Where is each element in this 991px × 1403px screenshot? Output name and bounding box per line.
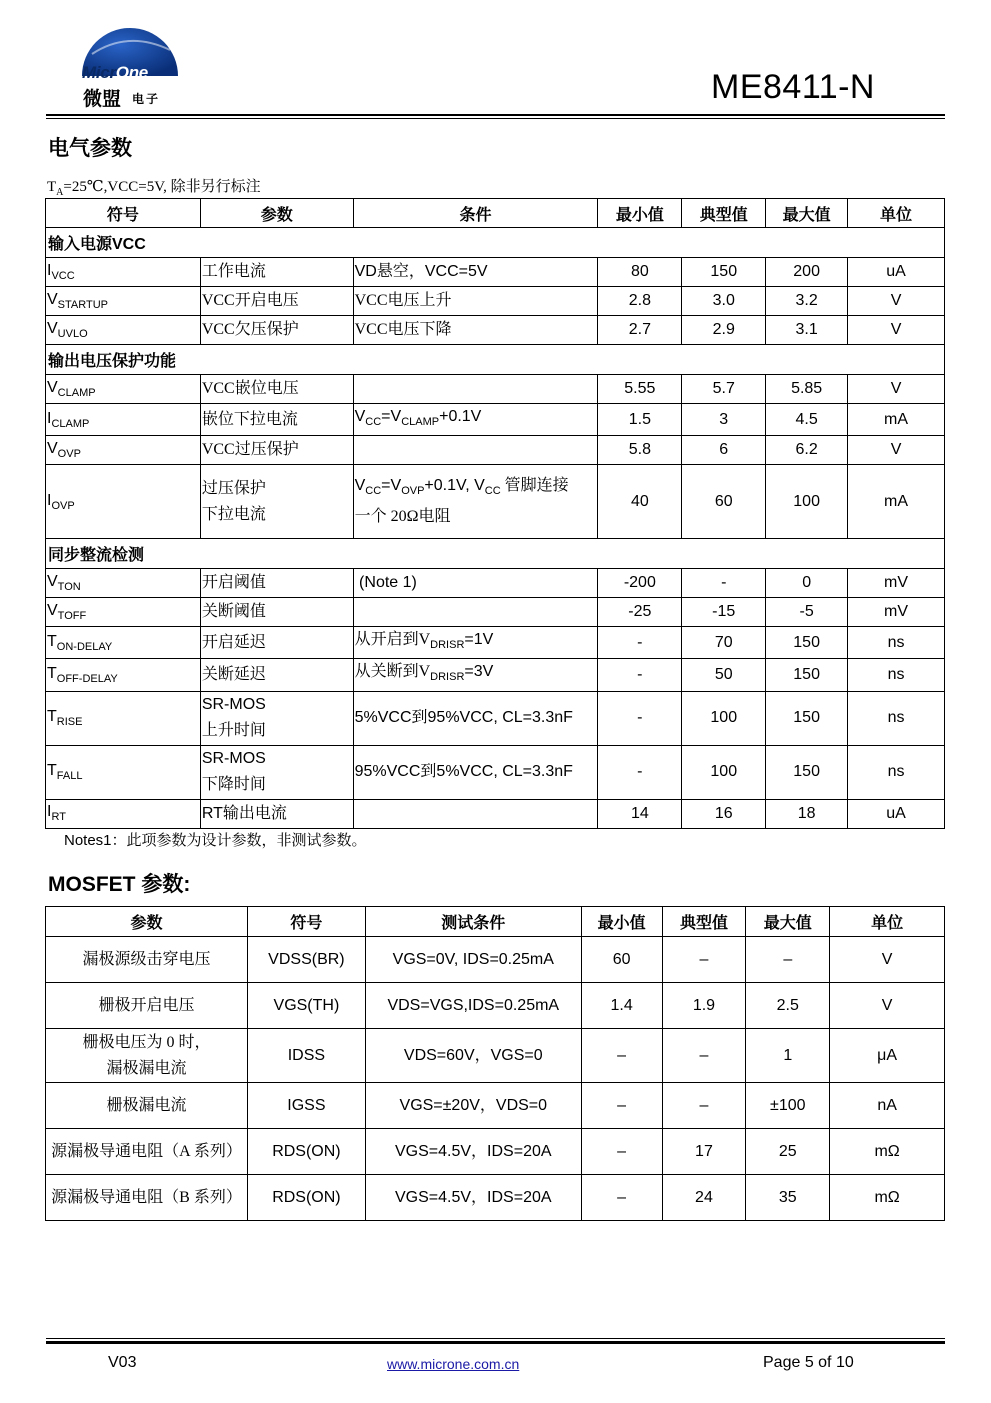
- max-cell: 150: [766, 659, 848, 691]
- param-cell: SR-MOS 上升时间: [200, 691, 353, 745]
- unit-cell: mΩ: [830, 1175, 945, 1221]
- condition-cell: VCC电压上升: [353, 287, 598, 316]
- unit-cell: mΩ: [830, 1129, 945, 1175]
- table-header-row: [46, 907, 945, 937]
- unit-cell: nA: [830, 1083, 945, 1129]
- unit-cell: mV: [848, 569, 945, 598]
- table-header-row: [46, 199, 945, 228]
- footer-website-link[interactable]: www.microne.com.cn: [387, 1356, 520, 1372]
- col-header: 最大值: [766, 199, 848, 228]
- max-cell: –: [746, 937, 830, 983]
- symbol-cell: $V_{TON}$: [46, 569, 201, 598]
- table-row: [46, 375, 945, 404]
- condition-cell: VGS=4.5V，IDS=20A: [365, 1175, 581, 1221]
- condition-cell: VGS=0V, IDS=0.25mA: [365, 937, 581, 983]
- group-title: 输入电源VCC: [46, 228, 945, 258]
- typ-cell: -15: [682, 598, 766, 627]
- col-header: 参数: [200, 199, 353, 228]
- condition-cell: VD悬空，VCC=5V: [353, 258, 598, 287]
- typ-cell: 3.0: [682, 287, 766, 316]
- table-row: [46, 598, 945, 627]
- footer-rule-thin: [46, 1338, 945, 1339]
- table-row: [46, 1175, 945, 1221]
- table-row: [46, 627, 945, 659]
- typ-cell: 3: [682, 404, 766, 436]
- min-cell: 1.5: [598, 404, 682, 436]
- condition-cell: VDS=60V，VGS=0: [365, 1029, 581, 1083]
- col-header: 参数: [46, 907, 248, 937]
- typ-cell: 2.9: [682, 316, 766, 345]
- condition-cell: [353, 598, 598, 627]
- unit-cell: V: [830, 983, 945, 1029]
- typ-cell: 70: [682, 627, 766, 659]
- table-row: [46, 465, 945, 539]
- symbol-cell: RDS(ON): [247, 1175, 365, 1221]
- logo-text-cn: 微盟: [83, 89, 122, 110]
- min-cell: 14: [598, 799, 682, 828]
- unit-cell: mA: [848, 404, 945, 436]
- max-cell: 25: [746, 1129, 830, 1175]
- document-id: ME8411-N: [711, 68, 875, 106]
- header-rule: [46, 114, 945, 116]
- max-cell: 35: [746, 1175, 830, 1221]
- max-cell: 3.2: [766, 287, 848, 316]
- typ-cell: –: [662, 1029, 746, 1083]
- unit-cell: mV: [848, 598, 945, 627]
- symbol-cell: $V_{UVLO}$: [46, 316, 201, 345]
- min-cell: 2.7: [598, 316, 682, 345]
- param-cell: 关断阈值: [200, 598, 353, 627]
- min-cell: 60: [581, 937, 662, 983]
- param-cell: 栅极电压为 0 时， 漏极漏电流: [46, 1029, 248, 1083]
- col-header: 最小值: [581, 907, 662, 937]
- param-cell: VCC开启电压: [200, 287, 353, 316]
- param-cell: 开启延迟: [200, 627, 353, 659]
- symbol-cell: $I_{CLAMP}$: [46, 404, 201, 436]
- condition-cell: [353, 799, 598, 828]
- symbol-cell: VGS(TH): [247, 983, 365, 1029]
- symbol-cell: IGSS: [247, 1083, 365, 1129]
- symbol-cell: IDSS: [247, 1029, 365, 1083]
- col-header: 最大值: [746, 907, 830, 937]
- table-row: [46, 287, 945, 316]
- col-header: 符号: [247, 907, 365, 937]
- max-cell: 2.5: [746, 983, 830, 1029]
- condition-cell: [353, 436, 598, 465]
- table-row: [46, 404, 945, 436]
- typ-cell: 50: [682, 659, 766, 691]
- group-title: 同步整流检测: [46, 539, 945, 569]
- table-row: [46, 436, 945, 465]
- typ-cell: 60: [682, 465, 766, 539]
- condition-cell: [353, 375, 598, 404]
- unit-cell: V: [848, 316, 945, 345]
- typ-cell: -: [682, 569, 766, 598]
- col-header: 最小值: [598, 199, 682, 228]
- group-row: [46, 228, 945, 258]
- unit-cell: ns: [848, 745, 945, 799]
- table-row: [46, 1129, 945, 1175]
- typ-cell: 6: [682, 436, 766, 465]
- min-cell: 5.55: [598, 375, 682, 404]
- max-cell: 3.1: [766, 316, 848, 345]
- symbol-cell: $V_{CLAMP}$: [46, 375, 201, 404]
- unit-cell: ns: [848, 627, 945, 659]
- table-row: [46, 1029, 945, 1083]
- param-cell: 源漏极导通电阻（A 系列）: [46, 1129, 248, 1175]
- min-cell: 2.8: [598, 287, 682, 316]
- header-rule-thin: [46, 118, 945, 119]
- min-cell: -: [598, 627, 682, 659]
- symbol-cell: $V_{TOFF}$: [46, 598, 201, 627]
- group-row: [46, 345, 945, 375]
- param-cell: RT输出电流: [200, 799, 353, 828]
- min-cell: -200: [598, 569, 682, 598]
- table-row: [46, 937, 945, 983]
- condition-cell: 从开启到$V_{DRISR}=1V$: [353, 627, 598, 659]
- condition-cell: $V_{CC}=V_{OVP}+0.1V$, $V_{CC}$ 管脚连接 一个 20Ω电阻: [353, 465, 598, 539]
- unit-cell: μA: [830, 1029, 945, 1083]
- symbol-cell: VDSS(BR): [247, 937, 365, 983]
- min-cell: -: [598, 659, 682, 691]
- test-conditions: $T_A=25℃,VCC=5V$, 除非另行标注: [47, 179, 261, 198]
- condition-cell: 95%VCC到5%VCC, CL=3.3nF: [353, 745, 598, 799]
- footer-version: V03: [108, 1354, 137, 1371]
- max-cell: 5.85: [766, 375, 848, 404]
- condition-cell: VCC电压下降: [353, 316, 598, 345]
- logo-text-en: MicrOne: [82, 63, 148, 82]
- footer-page-number: Page 5 of 10: [763, 1354, 854, 1371]
- symbol-cell: RDS(ON): [247, 1129, 365, 1175]
- param-cell: 关断延迟: [200, 659, 353, 691]
- symbol-cell: $I_{RT}$: [46, 799, 201, 828]
- condition-cell: $V_{CC}=V_{CLAMP}+0.1V$: [353, 404, 598, 436]
- col-header: 典型值: [682, 199, 766, 228]
- electrical-parameters-table: [45, 198, 945, 829]
- min-cell: -: [598, 691, 682, 745]
- table-row: [46, 799, 945, 828]
- symbol-cell: $T_{FALL}$: [46, 745, 201, 799]
- condition-cell: 从关断到$V_{DRISR}=3V$: [353, 659, 598, 691]
- col-header: 典型值: [662, 907, 746, 937]
- symbol-cell: $T_{RISE}$: [46, 691, 201, 745]
- unit-cell: V: [848, 375, 945, 404]
- col-header: 单位: [830, 907, 945, 937]
- condition-cell: 5%VCC到95%VCC, CL=3.3nF: [353, 691, 598, 745]
- unit-cell: V: [848, 436, 945, 465]
- min-cell: 5.8: [598, 436, 682, 465]
- max-cell: -5: [766, 598, 848, 627]
- symbol-cell: $I_{VCC}$: [46, 258, 201, 287]
- typ-cell: –: [662, 937, 746, 983]
- symbol-cell: $V_{STARTUP}$: [46, 287, 201, 316]
- table-row: [46, 745, 945, 799]
- condition-cell: VDS=VGS,IDS=0.25mA: [365, 983, 581, 1029]
- max-cell: 6.2: [766, 436, 848, 465]
- param-cell: 开启阈值: [200, 569, 353, 598]
- param-cell: VCC嵌位电压: [200, 375, 353, 404]
- group-row: [46, 539, 945, 569]
- max-cell: 1: [746, 1029, 830, 1083]
- min-cell: 1.4: [581, 983, 662, 1029]
- typ-cell: 150: [682, 258, 766, 287]
- typ-cell: 5.7: [682, 375, 766, 404]
- min-cell: 40: [598, 465, 682, 539]
- condition-cell: VGS=4.5V，IDS=20A: [365, 1129, 581, 1175]
- table-row: [46, 569, 945, 598]
- param-cell: 过压保护 下拉电流: [200, 465, 353, 539]
- condition-cell: (Note 1): [353, 569, 598, 598]
- symbol-cell: $V_{OVP}$: [46, 436, 201, 465]
- table-row: [46, 258, 945, 287]
- max-cell: 200: [766, 258, 848, 287]
- unit-cell: uA: [848, 258, 945, 287]
- unit-cell: ns: [848, 691, 945, 745]
- table-row: [46, 983, 945, 1029]
- symbol-cell: $T_{OFF-DELAY}$: [46, 659, 201, 691]
- param-cell: VCC欠压保护: [200, 316, 353, 345]
- param-cell: 栅极开启电压: [46, 983, 248, 1029]
- mosfet-parameters-table: [45, 906, 945, 1221]
- typ-cell: 24: [662, 1175, 746, 1221]
- col-header: 符号: [46, 199, 201, 228]
- col-header: 测试条件: [365, 907, 581, 937]
- max-cell: ±100: [746, 1083, 830, 1129]
- max-cell: 0: [766, 569, 848, 598]
- typ-cell: 100: [682, 745, 766, 799]
- param-cell: 源漏极导通电阻（B 系列）: [46, 1175, 248, 1221]
- section-title-electrical: 电气参数: [48, 137, 132, 160]
- footer-rule: [46, 1341, 945, 1344]
- min-cell: -25: [598, 598, 682, 627]
- max-cell: 4.5: [766, 404, 848, 436]
- section-title-mosfet: MOSFET 参数:: [48, 873, 191, 896]
- table-row: [46, 691, 945, 745]
- unit-cell: mA: [848, 465, 945, 539]
- min-cell: –: [581, 1175, 662, 1221]
- symbol-cell: $I_{OVP}$: [46, 465, 201, 539]
- col-header: 条件: [353, 199, 598, 228]
- typ-cell: 17: [662, 1129, 746, 1175]
- max-cell: 150: [766, 745, 848, 799]
- typ-cell: 100: [682, 691, 766, 745]
- param-cell: 栅极漏电流: [46, 1083, 248, 1129]
- min-cell: –: [581, 1129, 662, 1175]
- param-cell: SR-MOS 下降时间: [200, 745, 353, 799]
- max-cell: 100: [766, 465, 848, 539]
- typ-cell: 1.9: [662, 983, 746, 1029]
- max-cell: 18: [766, 799, 848, 828]
- symbol-cell: $T_{ON-DELAY}$: [46, 627, 201, 659]
- condition-cell: VGS=±20V，VDS=0: [365, 1083, 581, 1129]
- logo-text-cn-small: 电子: [132, 92, 161, 106]
- col-header: 单位: [848, 199, 945, 228]
- unit-cell: ns: [848, 659, 945, 691]
- param-cell: 工作电流: [200, 258, 353, 287]
- unit-cell: V: [830, 937, 945, 983]
- group-title: 输出电压保护功能: [46, 345, 945, 375]
- min-cell: –: [581, 1029, 662, 1083]
- unit-cell: V: [848, 287, 945, 316]
- table-row: [46, 1083, 945, 1129]
- min-cell: -: [598, 745, 682, 799]
- typ-cell: –: [662, 1083, 746, 1129]
- table-row: [46, 316, 945, 345]
- max-cell: 150: [766, 691, 848, 745]
- notes: Notes1：此项参数为设计参数，非测试参数。: [64, 832, 367, 849]
- min-cell: 80: [598, 258, 682, 287]
- param-cell: 漏极源级击穿电压: [46, 937, 248, 983]
- max-cell: 150: [766, 627, 848, 659]
- unit-cell: uA: [848, 799, 945, 828]
- typ-cell: 16: [682, 799, 766, 828]
- table-row: [46, 659, 945, 691]
- param-cell: VCC过压保护: [200, 436, 353, 465]
- min-cell: –: [581, 1083, 662, 1129]
- param-cell: 嵌位下拉电流: [200, 404, 353, 436]
